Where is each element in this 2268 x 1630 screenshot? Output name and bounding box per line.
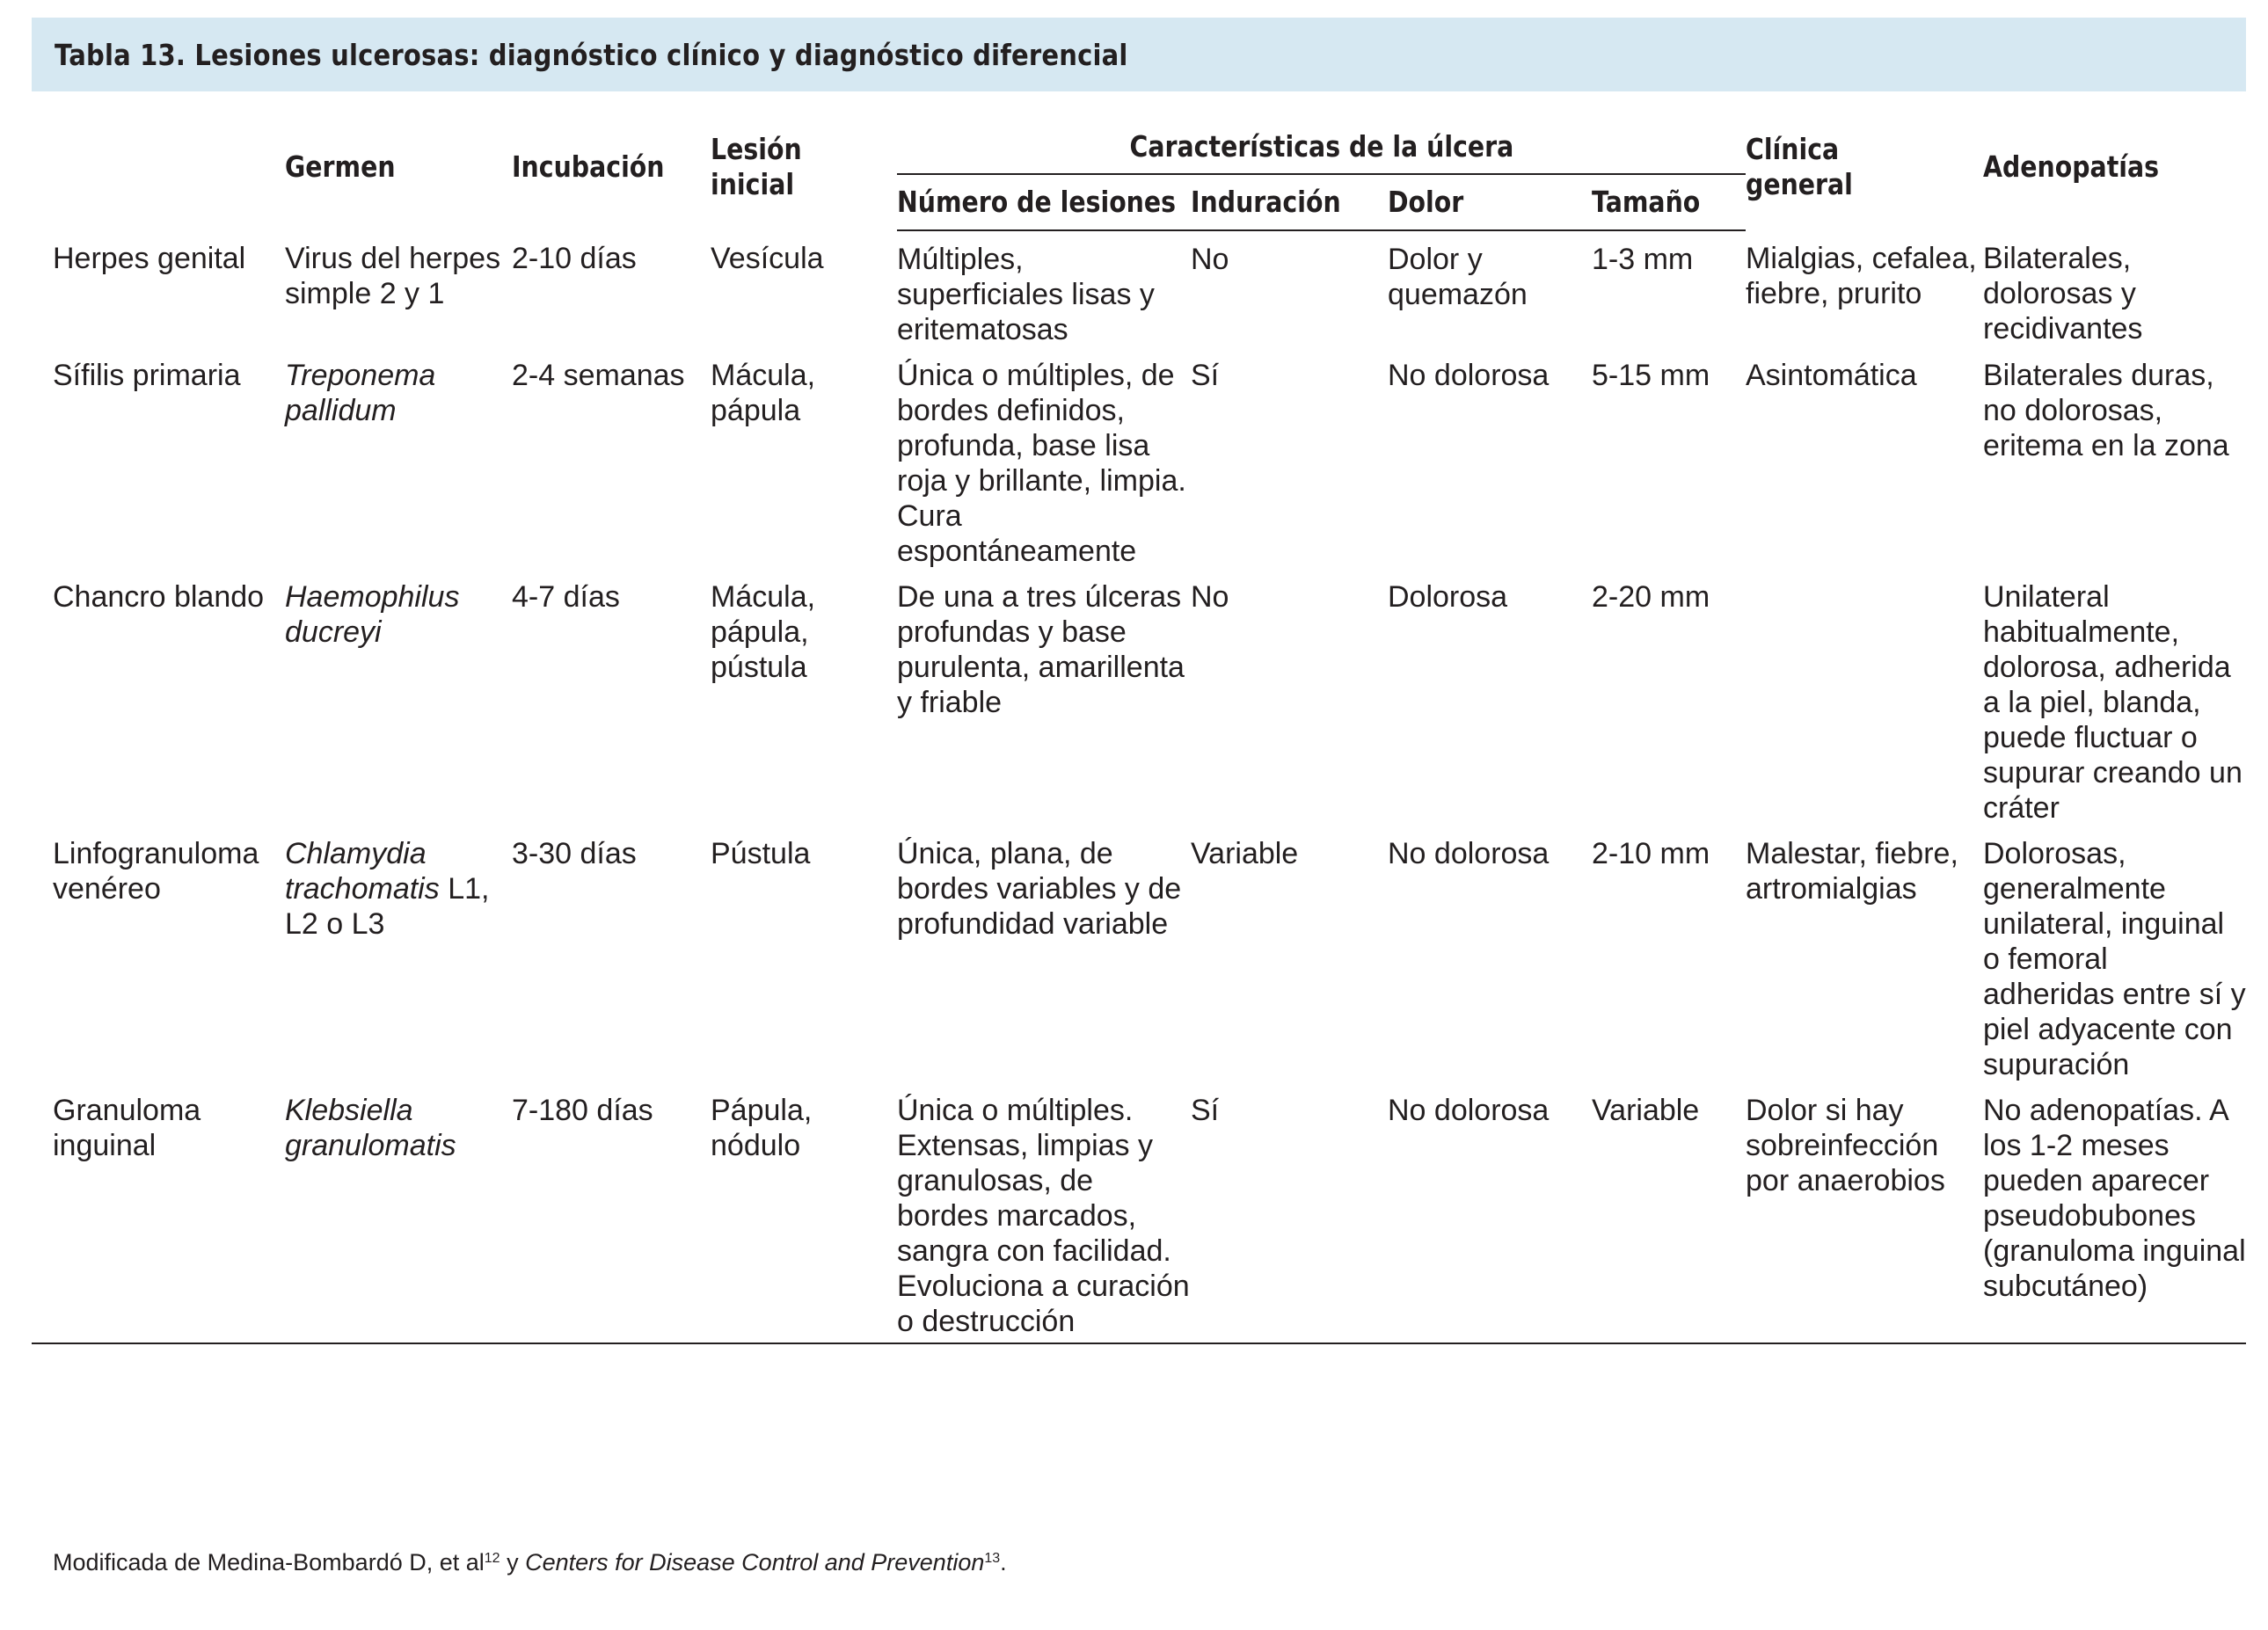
header-lesion-inicial: Lesión inicial bbox=[711, 132, 802, 201]
germen-serovars: L1, L2 o L3 bbox=[285, 872, 490, 941]
cell-dolor: Dolor y quemazón bbox=[1388, 243, 1528, 311]
cell-incubacion: 2-4 semanas bbox=[512, 359, 685, 392]
table-title: Tabla 13. Lesiones ulcerosas: diagnóstico clínico y diagnóstico diferencial bbox=[55, 37, 1128, 72]
germen-species: Haemophilus ducreyi bbox=[285, 580, 460, 649]
germen-species: Chlamydia trachomatis bbox=[285, 837, 440, 906]
cell-name: Herpes genital bbox=[53, 242, 246, 275]
cell-dolor: No dolorosa bbox=[1388, 359, 1550, 392]
cell-name: Granuloma inguinal bbox=[32, 1082, 285, 1343]
cell-numero: Única o múltiples, de bordes definidos, profunda, base lisa roja y brillante, limpia. Cura espontáneamente bbox=[897, 359, 1186, 568]
cell-lesion: Vesícula bbox=[711, 242, 824, 275]
header-germen: Germen bbox=[285, 149, 396, 184]
cell-name: Sífilis primaria bbox=[53, 359, 241, 392]
cell-induracion: No bbox=[1191, 580, 1229, 614]
header-clinica: Clínica general bbox=[1746, 132, 1853, 201]
footnote-source: Centers for Disease Control and Prevention bbox=[525, 1549, 985, 1575]
footnote-ref: 12 bbox=[484, 1551, 500, 1566]
cell-lesion: Mácula, pápula, pústula bbox=[711, 580, 816, 684]
cell-tamano: Variable bbox=[1592, 1082, 1746, 1343]
cell-germen bbox=[285, 347, 512, 569]
cell-incubacion: 7-180 días bbox=[512, 1082, 711, 1343]
cell-numero: Única, plana, de bordes variables y de profundidad variable bbox=[897, 837, 1182, 941]
header-caracteristicas: Características de la úlcera bbox=[1129, 129, 1513, 164]
cell-incubacion: 3-30 días bbox=[512, 837, 637, 870]
cell-adenopatias: Dolorosas, generalmente unilateral, inguinal o femoral adheridas entre sí y piel adyacente con supuración bbox=[1983, 837, 2246, 1081]
cell-lesion: Mácula, pápula bbox=[711, 359, 816, 427]
footnote-text: y bbox=[500, 1549, 526, 1575]
footnote-ref: 13 bbox=[984, 1551, 1001, 1566]
cell-clinica: Mialgias, cefalea, fiebre, prurito bbox=[1746, 242, 1977, 310]
cell-germen bbox=[285, 826, 512, 1082]
cell-tamano: 1-3 mm bbox=[1592, 243, 1694, 276]
cell-clinica bbox=[1746, 569, 1983, 826]
cell-germen bbox=[285, 569, 512, 826]
cell-adenopatias: Bilaterales duras, no dolorosas, eritema en la zona bbox=[1983, 359, 2229, 462]
cell-adenopatias: No adenopatías. A los 1-2 meses pueden aparecer pseudobubones (granuloma inguinal subcutáneo) bbox=[1983, 1082, 2246, 1343]
cell-incubacion: 2-10 días bbox=[512, 242, 637, 275]
cell-germen bbox=[285, 1082, 512, 1343]
table-row bbox=[32, 826, 2246, 1082]
cell-clinica: Malestar, fiebre, artromialgias bbox=[1746, 837, 1958, 906]
table-row bbox=[32, 569, 2246, 826]
cell-induracion: No bbox=[1191, 243, 1229, 276]
germen-species: Treponema pallidum bbox=[285, 359, 436, 427]
header-incubacion: Incubación bbox=[512, 149, 665, 184]
cell-name: Chancro blando bbox=[53, 580, 265, 614]
table-row bbox=[32, 347, 2246, 569]
table-row bbox=[32, 230, 2246, 347]
header-tamano: Tamaño bbox=[1592, 174, 1746, 230]
footnote-text: . bbox=[1000, 1549, 1007, 1575]
lesions-table bbox=[32, 104, 2246, 1344]
cell-adenopatias: Bilaterales, dolorosas y recidivantes bbox=[1983, 242, 2143, 346]
cell-numero: Única o múltiples. Extensas, limpias y granulosas, de bordes marcados, sangra con facilidad. Evoluciona a curación o destrucción bbox=[897, 1082, 1191, 1343]
germen-species: Klebsiella granulomatis bbox=[285, 1094, 456, 1162]
cell-numero: De una a tres úlceras profundas y base purulenta, amarillenta y friable bbox=[897, 580, 1185, 719]
header-induracion: Induración bbox=[1191, 174, 1388, 230]
cell-induracion: Sí bbox=[1191, 1082, 1388, 1343]
cell-dolor: Dolorosa bbox=[1388, 580, 1508, 614]
cell-dolor: No dolorosa bbox=[1388, 1082, 1592, 1343]
cell-clinica: Dolor si hay sobreinfección por anaerobios bbox=[1746, 1082, 1983, 1343]
table-title-bar bbox=[32, 18, 2246, 91]
cell-induracion: Sí bbox=[1191, 359, 1220, 392]
cell-name: Linfogranuloma venéreo bbox=[53, 837, 259, 906]
cell-lesion: Pústula bbox=[711, 837, 811, 870]
footnote-text: Modificada de Medina-Bombardó D, et al bbox=[53, 1549, 485, 1575]
table-footnote bbox=[53, 1549, 1007, 1576]
cell-numero: Múltiples, superficiales lisas y eritematosas bbox=[897, 243, 1155, 346]
cell-incubacion: 4-7 días bbox=[512, 580, 620, 614]
header-dolor: Dolor bbox=[1388, 174, 1592, 230]
cell-tamano: 5-15 mm bbox=[1592, 359, 1710, 392]
cell-clinica: Asintomática bbox=[1746, 359, 1917, 392]
cell-induracion: Variable bbox=[1191, 837, 1299, 870]
cell-germen: Virus del herpes simple 2 y 1 bbox=[285, 242, 501, 310]
header-numero: Número de lesiones bbox=[897, 174, 1191, 230]
cell-tamano: 2-20 mm bbox=[1592, 580, 1710, 614]
cell-tamano: 2-10 mm bbox=[1592, 837, 1710, 870]
cell-adenopatias: Unilateral habitualmente, dolorosa, adherida a la piel, blanda, puede fluctuar o supurar creando un cráter bbox=[1983, 580, 2242, 825]
header-adenopatias: Adenopatías bbox=[1983, 149, 2160, 184]
cell-lesion: Pápula, nódulo bbox=[711, 1082, 897, 1343]
table-row bbox=[32, 1082, 2246, 1343]
header-empty bbox=[32, 104, 285, 230]
cell-dolor: No dolorosa bbox=[1388, 837, 1550, 870]
